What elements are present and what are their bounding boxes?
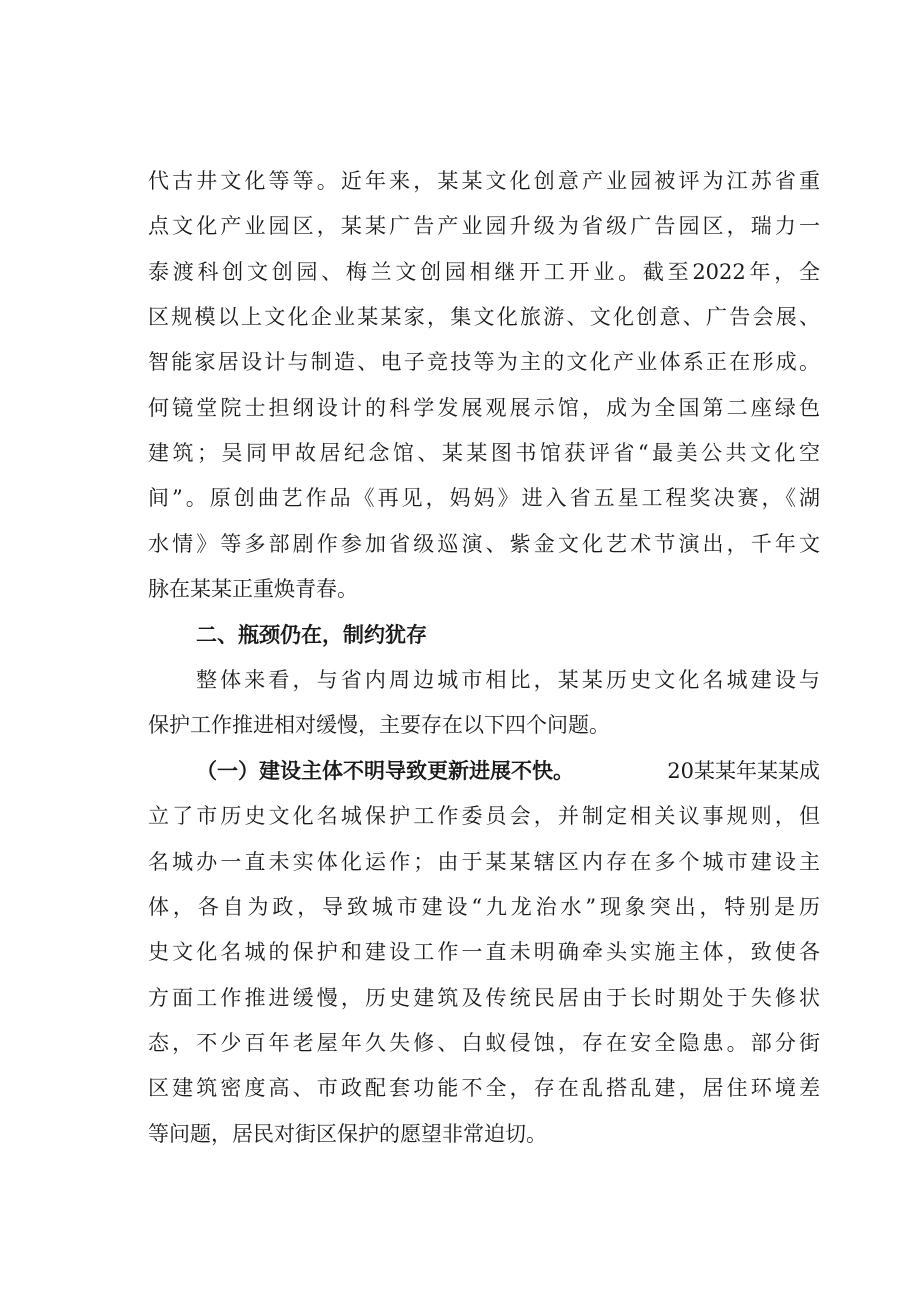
paragraph-3-line-7: 态，不少百年老屋年久失修、白蚁侵蚀，存在安全隐患。部分街 [148, 1031, 820, 1055]
paragraph-2-line-2: 保护工作推进相对缓慢，主要存在以下四个问题。 [148, 713, 610, 737]
paragraph-1-line-9: 水情》等多部剧作参加省级巡演、紫金文化艺术节演出，千年文 [148, 532, 820, 556]
paragraph-3-line-3: 名城办一直未实体化运作；由于某某辖区内存在多个城市建设主 [148, 850, 820, 874]
paragraph-3-line-6: 方面工作推进缓慢，历史建筑及传统民居由于长时期处于失修状 [148, 986, 820, 1010]
paragraph-1-line-8: 间”。原创曲艺作品《再见，妈妈》进入省五星工程奖决赛，《湖 [148, 486, 820, 510]
paragraph-1-line-1: 代古井文化等等。近年来，某某文化创意产业园被评为江苏省重 [148, 169, 820, 193]
paragraph-3-first-line-rest: 20某某年某某成 [667, 759, 820, 783]
paragraph-3-line-4: 体，各自为政，导致城市建设“九龙治水”现象突出，特别是历 [148, 895, 820, 919]
paragraph-3-line-1 [196, 757, 820, 785]
paragraph-1-line-5: 智能家居设计与制造、电子竞技等为主的文化产业体系正在形成。 [148, 350, 820, 374]
paragraph-1-line-10: 脉在某某正重焕青春。 [148, 577, 358, 601]
paragraph-3-line-9: 等问题，居民对街区保护的愿望非常迫切。 [148, 1122, 547, 1146]
paragraph-1-line-3: 泰渡科创文创园、梅兰文创园相继开工开业。截至2022年，全 [148, 260, 820, 284]
paragraph-1-line-6: 何镜堂院士担纲设计的科学发展观展示馆，成为全国第二座绿色 [148, 396, 820, 420]
paragraph-3-line-2: 立了市历史文化名城保护工作委员会，并制定相关议事规则，但 [148, 804, 820, 828]
paragraph-2-line-1: 整体来看，与省内周边城市相比，某某历史文化名城建设与 [196, 668, 820, 692]
section-heading: 二、瓶颈仍在，制约犹存 [196, 623, 427, 647]
paragraph-1-line-7: 建筑；吴同甲故居纪念馆、某某图书馆获评省“最美公共文化空 [148, 441, 820, 465]
paragraph-3-line-8: 区建筑密度高、市政配套功能不全，存在乱搭乱建，居住环境差 [148, 1076, 820, 1100]
subsection-lead: （一）建设主体不明导致更新进展不快。 [196, 759, 574, 783]
paragraph-1-line-2: 点文化产业园区，某某广告产业园升级为省级广告园区，瑞力一 [148, 214, 820, 238]
paragraph-1-line-4: 区规模以上文化企业某某家，集文化旅游、文化创意、广告会展、 [148, 305, 820, 329]
paragraph-3-line-5: 史文化名城的保护和建设工作一直未明确牵头实施主体，致使各 [148, 940, 820, 964]
